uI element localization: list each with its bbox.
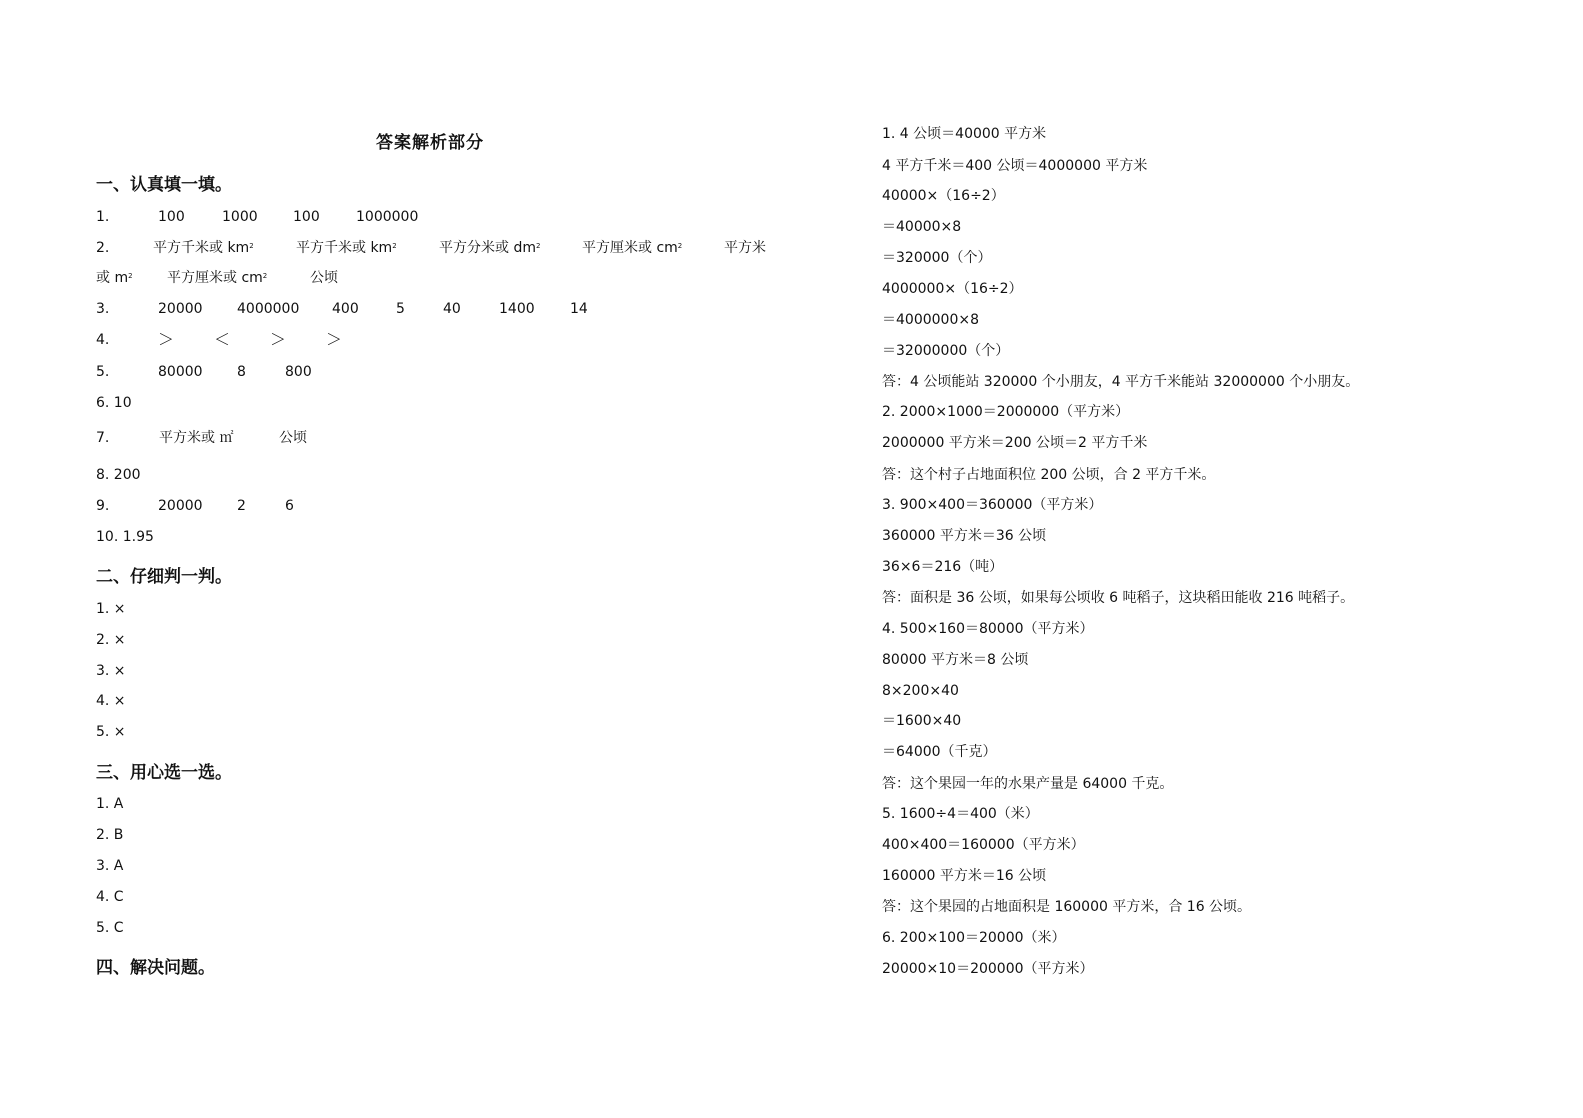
fill-q7-answer-2: 公顷 (279, 430, 307, 446)
fill-q9-number: 9. (96, 498, 110, 514)
judge-item: 4. × (96, 693, 126, 709)
solve-line: 360000 平方米＝36 公顷 (882, 528, 1047, 544)
solve-line: 3. 900×400＝360000（平方米） (882, 497, 1103, 513)
fill-q1-answer-1: 100 (158, 209, 185, 225)
fill-q5-answer-1: 80000 (158, 364, 203, 380)
fill-q9-answer-1: 20000 (158, 498, 203, 514)
solve-line: 20000×10＝200000（平方米） (882, 961, 1094, 977)
fill-q2-answer-1: 平方千米或 $km^2$ (153, 240, 254, 256)
solve-line: 4 平方千米＝400 公顷＝4000000 平方米 (882, 158, 1148, 174)
fill-q5-answer-3: 800 (285, 364, 312, 380)
section-heading-solve: 四、解决问题。 (96, 958, 215, 978)
fill-q5-number: 5. (96, 364, 110, 380)
section-heading-judge: 二、仔细判一判。 (96, 567, 232, 587)
judge-item: 5. × (96, 724, 126, 740)
solve-line: 400×400＝160000（平方米） (882, 837, 1085, 853)
fill-q4-answer-4: ＞ (326, 330, 343, 349)
fill-q4-number: 4. (96, 332, 110, 348)
solve-line: ＝32000000（个） (882, 343, 1010, 359)
solve-line: 80000 平方米＝8 公顷 (882, 652, 1029, 668)
fill-q9-answer-2: 2 (237, 498, 246, 514)
choose-item: 5. C (96, 920, 124, 936)
solve-line: ＝40000×8 (882, 219, 962, 235)
solve-line: 2. 2000×1000＝2000000（平方米） (882, 404, 1130, 420)
fill-q2-answer-5-cont: 或 $m^2$ (96, 270, 133, 286)
solve-line: ＝320000（个） (882, 250, 992, 266)
fill-q3-answer-3: 400 (332, 301, 359, 317)
fill-q4-answer-3: ＞ (270, 330, 287, 349)
fill-q4-answer-2: ＜ (214, 330, 231, 349)
fill-q2-answer-3: 平方分米或 $dm^2$ (439, 240, 541, 256)
solve-line: 36×6＝216（吨） (882, 559, 1004, 575)
solve-line: 答：面积是 36 公顷，如果每公顷收 6 吨稻子，这块稻田能收 216 吨稻子。 (882, 590, 1355, 606)
choose-item: 4. C (96, 889, 124, 905)
solve-line: 答：4 公顷能站 320000 个小朋友，4 平方千米能站 32000000 个小朋友。 (882, 374, 1360, 390)
solve-line: 4. 500×160＝80000（平方米） (882, 621, 1094, 637)
fill-q1-answer-2: 1000 (222, 209, 258, 225)
fill-q4-answer-1: ＞ (158, 330, 175, 349)
fill-q5-answer-2: 8 (237, 364, 246, 380)
solve-line: ＝1600×40 (882, 713, 962, 729)
solve-line: 6. 200×100＝20000（米） (882, 930, 1066, 946)
fill-q2-number: 2. (96, 240, 110, 256)
solve-line: 160000 平方米＝16 公顷 (882, 868, 1047, 884)
solve-line: 4000000×（16÷2） (882, 281, 1023, 297)
fill-q7-answer-1: 平方米或 ㎡ (159, 430, 234, 446)
fill-q6: 6. 10 (96, 395, 132, 411)
fill-q2-answer-7: 公顷 (310, 270, 338, 286)
choose-item: 1. A (96, 796, 124, 812)
fill-q3-answer-5: 40 (443, 301, 461, 317)
solve-line: 1. 4 公顷＝40000 平方米 (882, 126, 1047, 142)
solve-line: ＝4000000×8 (882, 312, 979, 328)
fill-q9-answer-3: 6 (285, 498, 294, 514)
solve-line: 8×200×40 (882, 683, 959, 699)
fill-q3-answer-4: 5 (396, 301, 405, 317)
judge-item: 3. × (96, 663, 126, 679)
page-title: 答案解析部分 (376, 133, 484, 153)
fill-q2-answer-5: 平方米 (724, 240, 766, 256)
fill-q8: 8. 200 (96, 467, 141, 483)
fill-q3-answer-2: 4000000 (237, 301, 300, 317)
fill-q3-answer-1: 20000 (158, 301, 203, 317)
fill-q2-answer-6: 平方厘米或 $cm^2$ (167, 270, 268, 286)
solve-line: 答：这个村子占地面积位 200 公顷，合 2 平方千米。 (882, 467, 1216, 483)
section-heading-fill: 一、认真填一填。 (96, 175, 232, 195)
fill-q1-answer-4: 1000000 (356, 209, 419, 225)
fill-q1-number: 1. (96, 209, 110, 225)
solve-line: 答：这个果园一年的水果产量是 64000 千克。 (882, 776, 1174, 792)
solve-line: ＝64000（千克） (882, 744, 997, 760)
choose-item: 3. A (96, 858, 124, 874)
fill-q2-answer-2: 平方千米或 $km^2$ (296, 240, 397, 256)
solve-line: 5. 1600÷4＝400（米） (882, 806, 1039, 822)
solve-line: 答：这个果园的占地面积是 160000 平方米，合 16 公顷。 (882, 899, 1252, 915)
fill-q2-answer-4: 平方厘米或 $cm^2$ (582, 240, 683, 256)
judge-item: 1. × (96, 601, 126, 617)
solve-line: 40000×（16÷2） (882, 188, 1005, 204)
choose-item: 2. B (96, 827, 124, 843)
judge-item: 2. × (96, 632, 126, 648)
fill-q7-number: 7. (96, 430, 110, 446)
solve-line: 2000000 平方米＝200 公顷＝2 平方千米 (882, 435, 1148, 451)
fill-q3-number: 3. (96, 301, 110, 317)
fill-q3-answer-7: 14 (570, 301, 588, 317)
fill-q3-answer-6: 1400 (499, 301, 535, 317)
fill-q1-answer-3: 100 (293, 209, 320, 225)
section-heading-choose: 三、用心选一选。 (96, 763, 232, 783)
fill-q10: 10. 1.95 (96, 529, 154, 545)
